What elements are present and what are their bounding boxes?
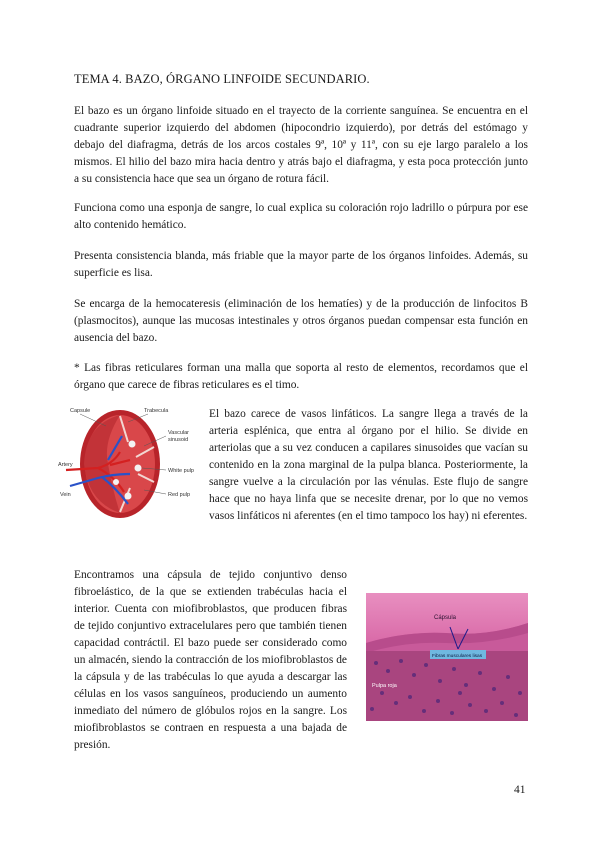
label-vascular: Vascular xyxy=(168,430,189,436)
paragraph-consistency: Presenta consistencia blanda, más friable que la mayor parte de los órganos linfoides. Además, su superficie es lisa. xyxy=(74,250,528,279)
label-vein: Vein xyxy=(60,492,71,498)
label-sinusoid: sinusoid xyxy=(168,437,189,443)
page-title: TEMA 4. BAZO, ÓRGANO LINFOIDE SECUNDARIO. xyxy=(74,72,370,86)
histology-micrograph-figure xyxy=(366,593,528,721)
paragraph-note: * Las fibras reticulares forman una malla que soporta al resto de elementos, recordamos que el órgano que carece de fibras reticulares es el timo. xyxy=(74,362,528,391)
page-number: 41 xyxy=(514,784,526,796)
label-pulpa-roja: Pulpa roja xyxy=(372,683,397,689)
label-capsula: Cápsula xyxy=(434,615,457,621)
spleen-diagram-figure xyxy=(58,402,204,527)
paragraph-function: Se encarga de la hemocateresis (eliminación de los hematíes) y de la producción de linfocitos B (plasmocitos), aunque las mucosas intestinales y otros órganos puedan compensar esta función en ausencia del bazo. xyxy=(74,298,528,344)
paragraph-capsule: Encontramos una cápsula de tejido conjuntivo denso fibroelástico, de la que se extienden trabéculas hacia el interior. Cuenta con miofibroblastos, que producen fibras de tejido conjuntivo extracelulares pero que también tienen capacidad contráctil. El bazo puede ser considerado como un almacén, siendo la contracción de los miofibroblastos de la cápsula y de las trabéculas lo que ayuda a descargar las células en los vasos sanguíneos, produciendo un aumento inmediato del número de glóbulos rojos en la sangre. Los miofibroblastos se contraen en respuesta a una bajada de presión. xyxy=(74,569,347,751)
label-white-pulp: White pulp xyxy=(168,468,194,474)
label-trabecula: Trabecula xyxy=(144,408,169,414)
label-capsule: Capsule xyxy=(70,408,91,414)
paragraph-intro: El bazo es un órgano linfoide situado en el trayecto de la corriente sanguínea. Se encuentra en el cuadrante superior izquierdo del abdomen (hipocondrio izquierdo), por detrás del estómago y debajo del diafragma, detrás de los arcos costales 9ª, 10ª y 11ª, con su eje largo paralelo a los mismos. El hilio del bazo mira hacia dentro y atrás bajo el diafragma, y esta poca protección junto a su consistencia hace que sea un órgano de rotura fácil. xyxy=(74,105,528,185)
label-artery: Artery xyxy=(58,462,73,468)
paragraph-blood-flow: El bazo carece de vasos linfáticos. La sangre llega a través de la arteria esplénica, que entra al órgano por el hilio. Se divide en arteriolas que a su vez conducen a capilares sinusoides que vacían su contenido en la zona marginal de la pulpa blanca. Posteriormente, la sangre vuelve a la circulación por las vénulas. Este flujo de sangre hace que no haya linfa que se necesite drenar, por lo que no vemos vasos linfáticos ni aferentes (en el timo tampoco los hay) ni eferentes. xyxy=(209,408,528,522)
label-red-pulp: Red pulp xyxy=(168,492,191,498)
paragraph-sponge: Funciona como una esponja de sangre, lo cual explica su coloración rojo ladrillo o púrpura por ese alto contenido hemático. xyxy=(74,202,528,231)
label-fibras: Fibras musculares lisas xyxy=(432,654,483,659)
